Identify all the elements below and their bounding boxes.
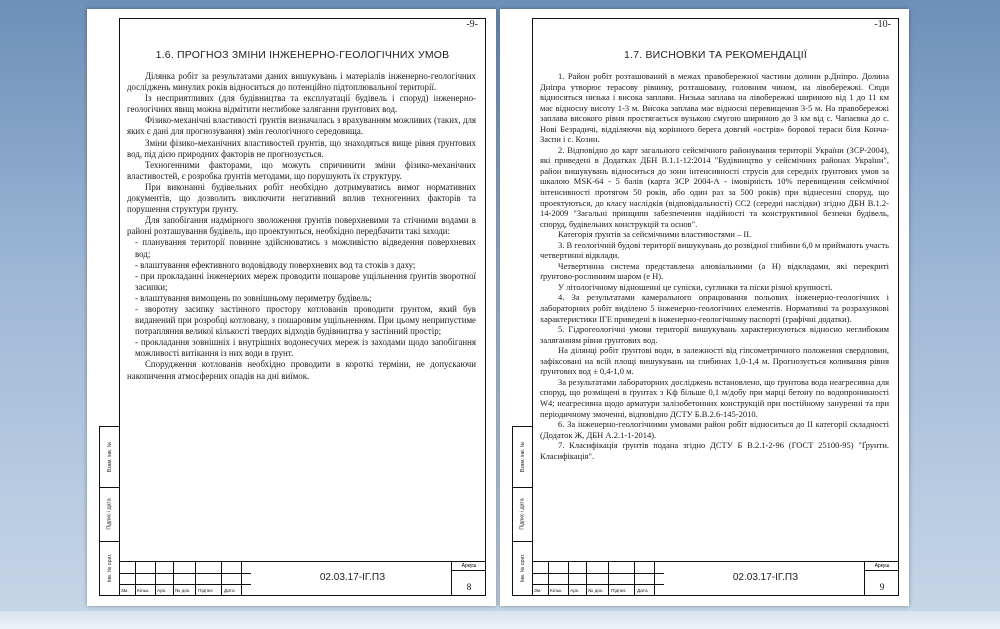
sheet-label: Аркуш <box>452 563 486 571</box>
side-stamp-cell: Інв. № ориг. <box>520 553 527 583</box>
document-page-right <box>500 9 909 606</box>
sheet-box <box>451 562 486 596</box>
paragraph: Спорудження котлованів необхідно проводити в короткі терміни, не допускаючи накопичення атмосферних опадів на дні виїмок. <box>127 359 476 381</box>
paragraph: 4. За результатами камерального опрацювання польових інженерно-геологічних і лабораторних робіт виділено 5 інженерно-геологічних елементів. Нормативні та розрахункові характеристики ІГЕ приведені в інженерно-геологічному паспорті (графічні додатки). <box>540 292 889 324</box>
paragraph: 3. В геологічній будові території вишукувань до розвідної глибини 6,0 м приймають участь четвертинні відклади. <box>540 239 889 261</box>
page-number: -10- <box>874 19 891 30</box>
paragraph: Фізико-механічні властивості ґрунтів визначалась з врахуванням можливих (таких, для яких є дані для прогнозування) змін геологічного середовища. <box>127 115 476 137</box>
list-item: - зворотну засипку застінного простору котлованів проводити ґрунтом, який був виданений при розробці котловану, з пошаровим ущільненням. При цьому неприпустиме потрапляння великої кількості твердих відходів будівництва у застінний простір; <box>135 303 476 337</box>
paragraph: 2. Відповідно до карт загального сейсмічного районування території України (ЗСР-2004), які приведені в Додатках ДБН В.1.1-12:2014 "Будівництво у сейсмічних районах України", район вишукувань відноситься до зони інтенсивності струсів для середніх ґрунтових умов за шкалою MSK-64 - 5 балів (карта ЗСР 2004-А - імовірність 10% перевищення сейсмічної інтенсивності протягом 50 років, або один раз за 500 років) при віднесенні споруд, що проектуються, до класу наслідків (відповідальності) СС2 (середні наслідки) згідно ДБН В.1.2-14-2009 "Загальні принципи забезпечення надійності та конструктивної безпеки будівель, споруд, будівельних конструкцій та основ". <box>540 144 889 229</box>
stamp-col-label: Арк. <box>157 589 167 594</box>
paragraph: Ділянка робіт за результатами даних вишукувань і матеріалів інженерно-геологічних досліджень минулих років відноситься до потенційно підтоплювальної території. <box>127 71 476 93</box>
stamp-col-label: Дата <box>224 589 235 594</box>
stamp-col-label: Кільк. <box>550 589 563 594</box>
list-item: - прокладання зовнішніх і внутрішніх водонесучих мереж із заходами щодо запобігання можливості витікання із них води в ґрунт. <box>135 337 476 359</box>
paragraph: На ділянці робіт ґрунтові води, в залежності від гіпсометричного положення свердловин, зафіксовані на всій площі вишукувань на глибинах 1,0-1,4 м. Прогнозується коливання рівня ґрунтових вод ± 0,4-1,0 м. <box>540 345 889 377</box>
side-stamp-cell: Взам. інв. № <box>513 427 533 488</box>
side-stamp-cell: Взам. інв. № <box>100 427 120 488</box>
paragraph: Із несприятливих (для будівництва та експлуатації будівель і споруд) інженерно-геологічних явищ можна відмітити неглибоке залягання ґрунтових вод. <box>127 93 476 115</box>
section-body <box>540 71 889 461</box>
stamp-col-label: № док. <box>588 589 604 594</box>
list-item: - влаштування ефективного водовідводу поверхневих вод та стоків з даху; <box>135 259 416 270</box>
list-item: - планування території повинне здійснюватись з можливістю відведення поверхневих вод; <box>135 237 476 259</box>
side-stamp-cell: Підпис і дата <box>513 487 533 542</box>
list-item: - влаштування вимощень по зовнішньому периметру будівель; <box>135 292 372 303</box>
paragraph: За результатами лабораторних досліджень встановлено, що ґрунтова вода неагресивна для споруд, що розміщені в ґрунтах з Kф більше 0,1 м/добу при марці бетону по водопроникності W4; неагресивна щодо арматури залізобетонних конструкцій при постійному зануренні та при періодичному змоченні, відповідно ДСТУ Б.В.2.6-145-2010. <box>540 376 889 419</box>
page-number: -9- <box>466 19 478 30</box>
paragraph: У літологічному відношенні це супіски, суглинки та піски різної крупності. <box>558 281 833 292</box>
title-block <box>119 561 486 596</box>
stamp-col-label: Арк. <box>570 589 580 594</box>
document-code: 02.03.17-ІГ.ПЗ <box>319 572 386 583</box>
document-page-left <box>87 9 496 606</box>
paragraph: Четвертинна система представлена алювіальними (a H) відкладами, які перекриті ґрунтово-рослинним шаром (e H). <box>540 260 889 282</box>
side-stamp <box>99 426 120 596</box>
title-block <box>532 561 899 596</box>
sheet-number: 9 <box>879 582 885 592</box>
viewer-bottom-strip <box>0 611 1000 629</box>
stamp-col-label: Зм. <box>534 589 542 594</box>
section-heading: 1.7. ВИСНОВКИ ТА РЕКОМЕНДАЦІЇ <box>624 49 807 61</box>
paragraph: 6. За інженерно-геологічними умовами район робіт відноситься до II категорії складності (Додаток Ж, ДБН А.2.1-1-2014). <box>540 419 889 440</box>
side-stamp-cell: Інв. № ориг. <box>107 553 114 583</box>
stamp-col-label: Підпис <box>198 589 213 594</box>
stamp-col-label: Підпис <box>611 589 626 594</box>
paragraph: Зміни фізико-механічних властивостей ґрунтів, що знаходяться вище рівня ґрунтових вод, під дією природних факторів не прогнозується. <box>127 137 476 159</box>
stamp-col-label: Кільк. <box>137 589 150 594</box>
paragraph: Для запобігання надмірного зволоження ґрунтів поверхневими та стічними водами в районі розташування будівель, що проектуються, необхідно передбачити такі заходи: <box>127 215 476 237</box>
side-stamp <box>512 426 533 596</box>
sheet-label: Аркуш <box>865 563 899 571</box>
document-code: 02.03.17-ІГ.ПЗ <box>732 572 799 583</box>
sheet-number: 8 <box>466 582 472 592</box>
paragraph: Категорія ґрунтів за сейсмічними властивостями – ІІ. <box>558 229 752 240</box>
stamp-col-label: Дата <box>637 589 648 594</box>
paragraph: Техногенними факторами, що можуть спричинити зміни фізико-механічних властивостей, є розробка ґрунтів методами, що порушують їх структуру. <box>127 159 476 181</box>
paragraph: При виконанні будівельних робіт необхідно дотримуватись вимог нормативних документів, що дозволить виключити негативний вплив техногенних факторів та порушення структури ґрунту. <box>127 181 476 215</box>
stamp-col-label: № док. <box>175 589 191 594</box>
paragraph: 1. Район робіт розташований в межах правобережної частини долини р.Дніпро. Долина Дніпра утворює терасову рівнину, розташовану, головним чином, на лівобережжі. Сюди відносяться низька і висока заплави. Низька заплава на лівобережжі шириною від 1 до 11 км має відносну висоту 1-3 м. Висока заплава має відносні перевищення 3-5 м. На правобережжі заплава високого рівня простягається вузькою смугою шириною до 3 км від с. Чапаєвка до с. Нові Безрадичі, відділяючи від корінного берега довгий «острів» борової тераси біля Конча-Заспи і с. Козин. <box>540 71 889 145</box>
section-body <box>127 71 476 382</box>
section-heading: 1.6. ПРОГНОЗ ЗМІНИ ІНЖЕНЕРНО-ГЕОЛОГІЧНИХ УМОВ <box>155 49 450 61</box>
sheet-box <box>864 562 899 596</box>
side-stamp-cell: Підпис і дата <box>100 487 120 542</box>
stamp-col-label: Зм. <box>121 589 129 594</box>
list-item: - при прокладанні інженерних мереж проводити пошарове ущільнення ґрунтів зворотної засипки; <box>135 270 476 292</box>
paragraph: 5. Гідрогеологічні умови території вишукувань характеризуються відносно неглибоким заляганням рівня ґрунтових вод. <box>540 324 889 345</box>
paragraph: 7. Класифікація ґрунтів подана згідно ДСТУ Б В.2.1-2-96 (ГОСТ 25100-95) "Ґрунти. Класифікація". <box>540 440 889 461</box>
